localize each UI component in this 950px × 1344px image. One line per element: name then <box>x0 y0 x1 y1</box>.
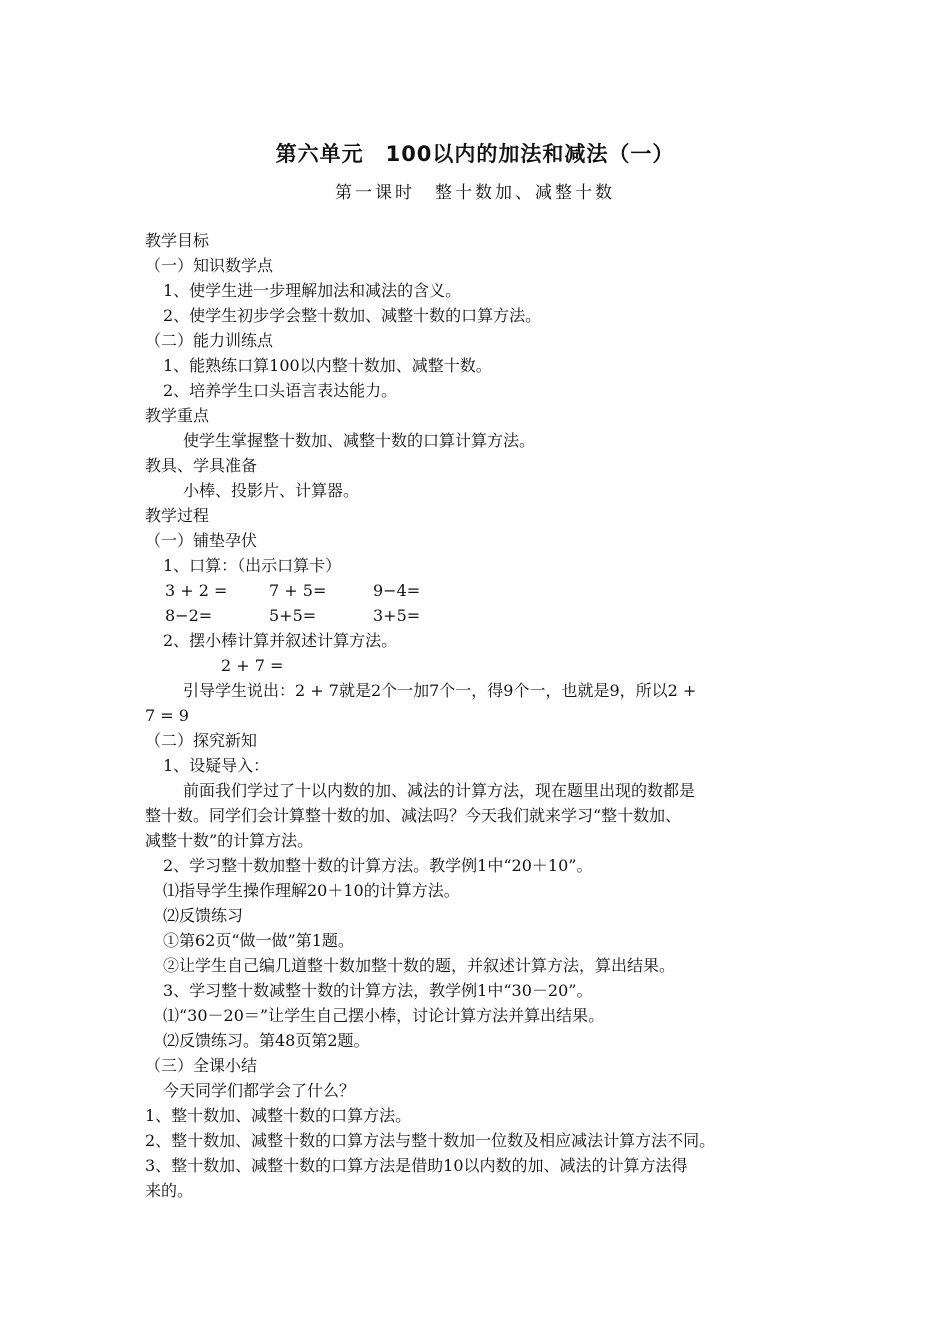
step1-guide: 引导学生说出：2 + 7就是2个一加7个一，得9个一，也就是9，所以2 + <box>183 681 697 700</box>
step1-guide-cont: 7 = 9 <box>145 706 189 725</box>
tools-text: 小棒、投影片、计算器。 <box>183 481 360 500</box>
tools-heading: 教具、学具准备 <box>145 456 258 475</box>
step1-heading: （一）铺垫孕伏 <box>145 531 258 550</box>
step1-expr: 2 + 7 = <box>221 656 284 675</box>
process-heading: 教学过程 <box>145 506 210 525</box>
step2-paragraph: 前面我们学过了十以内数的加、减法的计算方法，现在题里出现的数都是 <box>183 781 696 800</box>
step2-sub-1: ⑴指导学生操作理解20＋10的计算方法。 <box>163 881 460 900</box>
step1-item-2: 2、摆小棒计算并叙述计算方法。 <box>163 631 398 650</box>
step1-item-1: 1、口算：（出示口算卡） <box>163 556 342 575</box>
step2-heading: （二）探究新知 <box>145 731 258 750</box>
summary-item-3-cont: 来的。 <box>145 1181 194 1200</box>
focus-text: 使学生掌握整十数加、减整十数的口算计算方法。 <box>183 431 536 450</box>
page-title: 第六单元 100以内的加法和减法（一） <box>275 142 675 166</box>
step2-sub-4: ⑵反馈练习。第48页第2题。 <box>163 1031 370 1050</box>
step3-heading: （三）全课小结 <box>145 1056 258 1075</box>
math-expr: 8−2= <box>165 606 213 625</box>
goal1-heading: （一）知识数学点 <box>145 256 274 275</box>
summary-item-3: 3、整十数加、减整十数的口算方法是借助10以内数的加、减法的计算方法得 <box>145 1156 688 1175</box>
step3-question: 今天同学们都学会了什么？ <box>163 1081 356 1100</box>
goal2-item-2: 2、培养学生口头语言表达能力。 <box>163 381 398 400</box>
step2-paragraph-cont: 整十数。同学们会计算整十数的加、减法吗？今天我们就来学习“整十数加、 <box>145 806 682 825</box>
focus-heading: 教学重点 <box>145 406 210 425</box>
math-row-2 <box>145 603 817 628</box>
summary-item-2: 2、整十数加、减整十数的口算方法与整十数加一位数及相应减法计算方法不同。 <box>145 1131 716 1150</box>
math-expr: 9−4= <box>373 581 421 600</box>
math-expr: 7 + 5= <box>269 581 327 600</box>
math-expr: 3 + 2 = <box>165 581 228 600</box>
step2-sub-2a: ①第62页“做一做”第1题。 <box>163 931 354 950</box>
step2-item-3: 3、学习整十数减整十数的计算方法，教学例1中“30－20”。 <box>163 981 593 1000</box>
goal2-heading: （二）能力训练点 <box>145 331 274 350</box>
math-expr: 5+5= <box>269 606 317 625</box>
goal1-item-1: 1、使学生进一步理解加法和减法的含义。 <box>163 281 462 300</box>
step2-item-2: 2、学习整十数加整十数的计算方法。教学例1中“20＋10”。 <box>163 856 593 875</box>
summary-item-1: 1、整十数加、减整十数的口算方法。 <box>145 1106 412 1125</box>
step2-sub-3: ⑴“30－20＝”让学生自己摆小棒，讨论计算方法并算出结果。 <box>163 1006 605 1025</box>
step2-sub-2: ⑵反馈练习 <box>163 906 244 925</box>
document-body <box>145 228 817 1203</box>
math-row-1 <box>145 578 817 603</box>
goal2-item-1: 1、能熟练口算100以内整十数加、减整十数。 <box>163 356 492 375</box>
step2-paragraph-cont: 减整十数”的计算方法。 <box>145 831 314 850</box>
goals-heading: 教学目标 <box>145 231 210 250</box>
goal1-item-2: 2、使学生初步学会整十数加、减整十数的口算方法。 <box>163 306 542 325</box>
step2-item-1: 1、设疑导入： <box>163 756 270 775</box>
step2-sub-2b: ②让学生自己编几道整十数加整十数的题，并叙述计算方法，算出结果。 <box>163 956 676 975</box>
math-expr: 3+5= <box>373 606 421 625</box>
page-subtitle: 第一课时 整十数加、减整十数 <box>335 183 615 203</box>
